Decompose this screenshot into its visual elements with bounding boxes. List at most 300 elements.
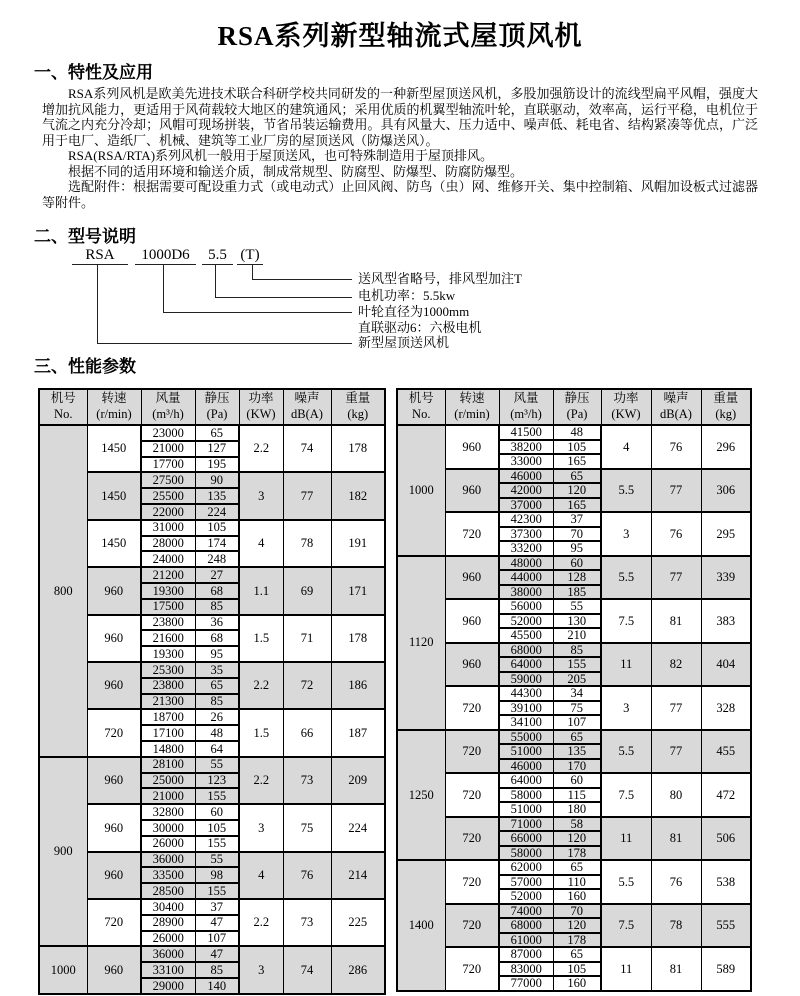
model-label-drive: 直联驱动6：六极电机 (358, 320, 482, 335)
connector-line (215, 297, 352, 298)
airflow-cell: 74000 (499, 904, 553, 919)
weight-cell: 455 (701, 730, 751, 774)
model-label-power: 电机功率：5.5kw (358, 288, 456, 303)
speed-cell: 960 (87, 567, 141, 614)
static-pressure-cell: 85 (195, 599, 239, 615)
table-row (397, 643, 751, 658)
noise-cell: 66 (283, 709, 331, 756)
speed-cell: 960 (87, 852, 141, 899)
weight-cell: 182 (331, 472, 385, 519)
airflow-cell: 28000 (141, 536, 195, 552)
table-row (397, 730, 751, 745)
table-row (39, 757, 385, 773)
airflow-cell: 83000 (499, 962, 553, 977)
noise-cell: 77 (651, 556, 701, 600)
airflow-cell: 44000 (499, 570, 553, 585)
airflow-cell: 33000 (499, 454, 553, 469)
airflow-cell: 46000 (499, 469, 553, 484)
speed-cell: 720 (445, 512, 499, 556)
static-pressure-cell: 65 (195, 678, 239, 694)
static-pressure-cell: 60 (195, 804, 239, 820)
static-pressure-cell: 70 (553, 904, 601, 919)
airflow-cell: 62000 (499, 860, 553, 875)
model-label-type: 送风型省略号，排风型加注T (358, 271, 522, 286)
noise-cell: 76 (651, 860, 701, 904)
airflow-cell: 14800 (141, 741, 195, 757)
static-pressure-cell: 128 (553, 570, 601, 585)
weight-cell: 187 (331, 709, 385, 756)
speed-cell: 960 (87, 615, 141, 662)
airflow-cell: 19300 (141, 646, 195, 662)
static-pressure-cell: 130 (553, 614, 601, 629)
airflow-cell: 52000 (499, 889, 553, 904)
weight-cell: 178 (331, 615, 385, 662)
static-pressure-cell: 210 (553, 628, 601, 643)
connector-line (97, 343, 352, 344)
airflow-cell: 30000 (141, 820, 195, 836)
speed-cell: 1450 (87, 472, 141, 519)
airflow-cell: 22000 (141, 504, 195, 520)
weight-cell: 472 (701, 773, 751, 817)
static-pressure-cell: 98 (195, 867, 239, 883)
static-pressure-cell: 36 (195, 615, 239, 631)
static-pressure-cell: 248 (195, 551, 239, 567)
static-pressure-cell: 160 (553, 889, 601, 904)
static-pressure-cell: 55 (195, 757, 239, 773)
static-pressure-cell: 60 (553, 773, 601, 788)
connector-line (215, 264, 216, 297)
static-pressure-cell: 185 (553, 585, 601, 600)
fan-no-cell: 1000 (39, 946, 87, 993)
power-cell: 3 (239, 472, 283, 519)
airflow-cell: 21600 (141, 630, 195, 646)
features-text (42, 86, 758, 210)
connector-line (252, 264, 253, 279)
static-pressure-cell: 65 (195, 425, 239, 441)
airflow-cell: 21300 (141, 694, 195, 710)
power-cell: 3 (601, 686, 651, 730)
noise-cell: 73 (283, 899, 331, 946)
speed-cell: 720 (87, 709, 141, 756)
noise-cell: 76 (651, 425, 701, 469)
airflow-cell: 26000 (141, 931, 195, 947)
static-pressure-cell: 178 (553, 846, 601, 861)
weight-cell: 538 (701, 860, 751, 904)
airflow-cell: 19300 (141, 583, 195, 599)
airflow-cell: 42000 (499, 483, 553, 498)
static-pressure-cell: 120 (553, 483, 601, 498)
column-header: 转速 (r/min) (87, 389, 141, 425)
airflow-cell: 38200 (499, 440, 553, 455)
column-header: 风量 (m³/h) (499, 389, 553, 425)
power-cell: 5.5 (601, 860, 651, 904)
model-token-series: RSA (72, 246, 128, 265)
static-pressure-cell: 180 (553, 802, 601, 817)
paragraph-features-3: 根据不同的适用环境和输送介质，制成常规型、防腐型、防爆型、防腐防爆型。 (68, 163, 524, 179)
static-pressure-cell: 178 (553, 933, 601, 948)
weight-cell: 209 (331, 757, 385, 804)
power-cell: 7.5 (601, 904, 651, 948)
header-row (397, 389, 751, 425)
airflow-cell: 33500 (141, 867, 195, 883)
power-cell: 2.2 (239, 425, 283, 472)
section-heading-model: 二、型号说明 (34, 227, 136, 246)
airflow-cell: 23800 (141, 678, 195, 694)
noise-cell: 80 (651, 773, 701, 817)
weight-cell: 339 (701, 556, 751, 600)
column-header: 功率 (KW) (601, 389, 651, 425)
airflow-cell: 45500 (499, 628, 553, 643)
power-cell: 4 (239, 520, 283, 567)
airflow-cell: 68000 (499, 918, 553, 933)
table-row (39, 852, 385, 868)
static-pressure-cell: 155 (195, 836, 239, 852)
airflow-cell: 26000 (141, 836, 195, 852)
table-row (397, 817, 751, 832)
speed-cell: 720 (445, 730, 499, 774)
airflow-cell: 64000 (499, 773, 553, 788)
noise-cell: 71 (283, 615, 331, 662)
performance-table-right (396, 388, 752, 992)
airflow-cell: 33200 (499, 541, 553, 556)
airflow-cell: 25300 (141, 662, 195, 678)
static-pressure-cell: 107 (195, 931, 239, 947)
airflow-cell: 34100 (499, 715, 553, 730)
static-pressure-cell: 65 (553, 730, 601, 745)
static-pressure-cell: 165 (553, 454, 601, 469)
airflow-cell: 21200 (141, 567, 195, 583)
static-pressure-cell: 165 (553, 498, 601, 513)
static-pressure-cell: 174 (195, 536, 239, 552)
static-pressure-cell: 224 (195, 504, 239, 520)
column-header: 噪声 dB(A) (283, 389, 331, 425)
noise-cell: 74 (283, 946, 331, 993)
power-cell: 11 (601, 947, 651, 991)
speed-cell: 960 (445, 599, 499, 643)
static-pressure-cell: 135 (553, 744, 601, 759)
power-cell: 7.5 (601, 773, 651, 817)
airflow-cell: 66000 (499, 831, 553, 846)
column-header: 转速 (r/min) (445, 389, 499, 425)
static-pressure-cell: 48 (553, 425, 601, 440)
paragraph-features-1: RSA系列风机是欧美先进技术联合科研学校共同研发的一种新型屋顶送风机，多股加强筋设计的流线型扁平风帽，强度大增加抗风能力，更适用于风荷载较大地区的建筑通风；采用优质的机翼型轴流叶轮，直联驱动，效率高，运行平稳，电机位于气流之内充分冷却；风帽可现场拼装，节省吊装运输费用。具有风量大、压力适中、噪声低、耗电省、结构紧凑等优点，广泛用于电厂、造纸厂、机械、建筑等工业厂房的屋顶送风（防爆送风）。 (42, 86, 758, 148)
fan-no-cell: 900 (39, 757, 87, 947)
static-pressure-cell: 47 (195, 915, 239, 931)
column-header: 风量 (m³/h) (141, 389, 195, 425)
static-pressure-cell: 68 (195, 583, 239, 599)
airflow-cell: 58000 (499, 788, 553, 803)
power-cell: 11 (601, 817, 651, 861)
weight-cell: 383 (701, 599, 751, 643)
static-pressure-cell: 35 (195, 662, 239, 678)
noise-cell: 81 (651, 817, 701, 861)
power-cell: 7.5 (601, 599, 651, 643)
table-row (39, 804, 385, 820)
table-row (397, 773, 751, 788)
table-row (397, 512, 751, 527)
speed-cell: 720 (445, 860, 499, 904)
airflow-cell: 37000 (499, 498, 553, 513)
speed-cell: 720 (87, 899, 141, 946)
section-heading-features: 一、特性及应用 (34, 63, 153, 82)
airflow-cell: 28100 (141, 757, 195, 773)
airflow-cell: 55000 (499, 730, 553, 745)
column-header: 重量 (kg) (331, 389, 385, 425)
power-cell: 5.5 (601, 556, 651, 600)
static-pressure-cell: 55 (553, 599, 601, 614)
static-pressure-cell: 127 (195, 441, 239, 457)
airflow-cell: 32800 (141, 804, 195, 820)
noise-cell: 69 (283, 567, 331, 614)
airflow-cell: 27500 (141, 472, 195, 488)
noise-cell: 78 (651, 904, 701, 948)
static-pressure-cell: 64 (195, 741, 239, 757)
airflow-cell: 58000 (499, 846, 553, 861)
static-pressure-cell: 105 (553, 962, 601, 977)
static-pressure-cell: 155 (195, 788, 239, 804)
airflow-cell: 56000 (499, 599, 553, 614)
performance-table-left (38, 388, 386, 995)
airflow-cell: 59000 (499, 672, 553, 687)
speed-cell: 1450 (87, 520, 141, 567)
airflow-cell: 39100 (499, 701, 553, 716)
weight-cell: 225 (331, 899, 385, 946)
airflow-cell: 17500 (141, 599, 195, 615)
speed-cell: 720 (445, 817, 499, 861)
power-cell: 1.1 (239, 567, 283, 614)
weight-cell: 171 (331, 567, 385, 614)
speed-cell: 720 (445, 686, 499, 730)
noise-cell: 77 (283, 472, 331, 519)
noise-cell: 82 (651, 643, 701, 687)
weight-cell: 286 (331, 946, 385, 993)
static-pressure-cell: 48 (195, 725, 239, 741)
speed-cell: 720 (445, 773, 499, 817)
static-pressure-cell: 85 (195, 694, 239, 710)
power-cell: 4 (239, 852, 283, 899)
static-pressure-cell: 155 (195, 883, 239, 899)
speed-cell: 960 (87, 804, 141, 851)
weight-cell: 214 (331, 852, 385, 899)
airflow-cell: 44300 (499, 686, 553, 701)
power-cell: 1.5 (239, 709, 283, 756)
static-pressure-cell: 105 (553, 440, 601, 455)
static-pressure-cell: 120 (553, 831, 601, 846)
weight-cell: 589 (701, 947, 751, 991)
airflow-cell: 29000 (141, 978, 195, 994)
noise-cell: 75 (283, 804, 331, 851)
speed-cell: 720 (445, 947, 499, 991)
static-pressure-cell: 65 (553, 860, 601, 875)
table-row (39, 472, 385, 488)
static-pressure-cell: 123 (195, 773, 239, 789)
power-cell: 11 (601, 643, 651, 687)
weight-cell: 296 (701, 425, 751, 469)
static-pressure-cell: 58 (553, 817, 601, 832)
static-pressure-cell: 85 (195, 962, 239, 978)
static-pressure-cell: 90 (195, 472, 239, 488)
column-header: 噪声 dB(A) (651, 389, 701, 425)
performance-tables (38, 388, 752, 995)
airflow-cell: 41500 (499, 425, 553, 440)
speed-cell: 1450 (87, 425, 141, 472)
table-row (397, 599, 751, 614)
power-cell: 2.2 (239, 757, 283, 804)
airflow-cell: 25500 (141, 488, 195, 504)
airflow-cell: 30400 (141, 899, 195, 915)
noise-cell: 72 (283, 662, 331, 709)
table-row (39, 615, 385, 631)
static-pressure-cell: 68 (195, 630, 239, 646)
noise-cell: 74 (283, 425, 331, 472)
table-row (39, 899, 385, 915)
static-pressure-cell: 47 (195, 946, 239, 962)
weight-cell: 555 (701, 904, 751, 948)
airflow-cell: 71000 (499, 817, 553, 832)
header-row (39, 389, 385, 425)
static-pressure-cell: 55 (195, 852, 239, 868)
airflow-cell: 28500 (141, 883, 195, 899)
airflow-cell: 21000 (141, 441, 195, 457)
static-pressure-cell: 155 (553, 657, 601, 672)
speed-cell: 960 (445, 556, 499, 600)
airflow-cell: 51000 (499, 802, 553, 817)
static-pressure-cell: 105 (195, 520, 239, 536)
noise-cell: 78 (283, 520, 331, 567)
connector-line (97, 264, 98, 343)
fan-no-cell: 1000 (397, 425, 445, 556)
column-header: 机号 No. (39, 389, 87, 425)
static-pressure-cell: 115 (553, 788, 601, 803)
static-pressure-cell: 107 (553, 715, 601, 730)
airflow-cell: 64000 (499, 657, 553, 672)
power-cell: 2.2 (239, 662, 283, 709)
airflow-cell: 46000 (499, 759, 553, 774)
weight-cell: 191 (331, 520, 385, 567)
noise-cell: 73 (283, 757, 331, 804)
power-cell: 3 (601, 512, 651, 556)
column-header: 机号 No. (397, 389, 445, 425)
power-cell: 3 (239, 804, 283, 851)
airflow-cell: 23000 (141, 425, 195, 441)
speed-cell: 960 (87, 946, 141, 993)
static-pressure-cell: 34 (553, 686, 601, 701)
table-row (397, 904, 751, 919)
paragraph-features-4: 选配附件：根据需要可配设重力式（或电动式）止回风阀、防鸟（虫）网、维修开关、集中控制箱、风帽加设板式过滤器等附件。 (42, 179, 758, 210)
airflow-cell: 33100 (141, 962, 195, 978)
column-header: 重量 (kg) (701, 389, 751, 425)
power-cell: 5.5 (601, 730, 651, 774)
airflow-cell: 24000 (141, 551, 195, 567)
model-label-diameter: 叶轮直径为1000mm (358, 304, 470, 319)
connector-line (163, 264, 164, 312)
static-pressure-cell: 170 (553, 759, 601, 774)
column-header: 静压 (Pa) (553, 389, 601, 425)
speed-cell: 720 (445, 904, 499, 948)
model-token-power: 5.5 (202, 246, 233, 265)
noise-cell: 81 (651, 599, 701, 643)
airflow-cell: 36000 (141, 852, 195, 868)
model-label-series: 新型屋顶送风机 (358, 335, 450, 350)
table-row (39, 946, 385, 962)
weight-cell: 295 (701, 512, 751, 556)
static-pressure-cell: 26 (195, 709, 239, 725)
power-cell: 3 (239, 946, 283, 993)
model-token-diameter: 1000D6 (135, 246, 196, 265)
static-pressure-cell: 120 (553, 918, 601, 933)
column-header: 静压 (Pa) (195, 389, 239, 425)
airflow-cell: 18700 (141, 709, 195, 725)
static-pressure-cell: 110 (553, 875, 601, 890)
airflow-cell: 36000 (141, 946, 195, 962)
static-pressure-cell: 65 (553, 947, 601, 962)
weight-cell: 404 (701, 643, 751, 687)
airflow-cell: 42300 (499, 512, 553, 527)
noise-cell: 81 (651, 947, 701, 991)
airflow-cell: 38000 (499, 585, 553, 600)
table-row (39, 662, 385, 678)
airflow-cell: 61000 (499, 933, 553, 948)
noise-cell: 77 (651, 730, 701, 774)
static-pressure-cell: 65 (553, 469, 601, 484)
airflow-cell: 17100 (141, 725, 195, 741)
table-row (397, 686, 751, 701)
speed-cell: 960 (87, 662, 141, 709)
weight-cell: 506 (701, 817, 751, 861)
airflow-cell: 48000 (499, 556, 553, 571)
model-token-type: (T) (237, 246, 263, 265)
table-row (39, 520, 385, 536)
static-pressure-cell: 27 (195, 567, 239, 583)
noise-cell: 77 (651, 469, 701, 513)
static-pressure-cell: 205 (553, 672, 601, 687)
model-code-diagram (0, 245, 800, 357)
static-pressure-cell: 160 (553, 976, 601, 991)
paragraph-features-2: RSA(RSA/RTA)系列风机一般用于屋顶送风，也可特殊制造用于屋顶排风。 (68, 148, 494, 163)
power-cell: 4 (601, 425, 651, 469)
airflow-cell: 57000 (499, 875, 553, 890)
table-row (397, 556, 751, 571)
noise-cell: 77 (651, 686, 701, 730)
airflow-cell: 21000 (141, 788, 195, 804)
connector-line (163, 312, 352, 313)
table-row (39, 425, 385, 441)
static-pressure-cell: 75 (553, 701, 601, 716)
airflow-cell: 37300 (499, 527, 553, 542)
noise-cell: 76 (651, 512, 701, 556)
weight-cell: 328 (701, 686, 751, 730)
speed-cell: 960 (87, 757, 141, 804)
static-pressure-cell: 37 (553, 512, 601, 527)
static-pressure-cell: 95 (553, 541, 601, 556)
speed-cell: 960 (445, 643, 499, 687)
airflow-cell: 28900 (141, 915, 195, 931)
airflow-cell: 51000 (499, 744, 553, 759)
airflow-cell: 25000 (141, 773, 195, 789)
connector-line (252, 279, 352, 280)
static-pressure-cell: 95 (195, 646, 239, 662)
static-pressure-cell: 140 (195, 978, 239, 994)
static-pressure-cell: 60 (553, 556, 601, 571)
noise-cell: 76 (283, 852, 331, 899)
speed-cell: 960 (445, 425, 499, 469)
static-pressure-cell: 85 (553, 643, 601, 658)
table-row (397, 860, 751, 875)
static-pressure-cell: 135 (195, 488, 239, 504)
weight-cell: 178 (331, 425, 385, 472)
weight-cell: 306 (701, 469, 751, 513)
page-title: RSA系列新型轴流式屋顶风机 (217, 21, 583, 51)
